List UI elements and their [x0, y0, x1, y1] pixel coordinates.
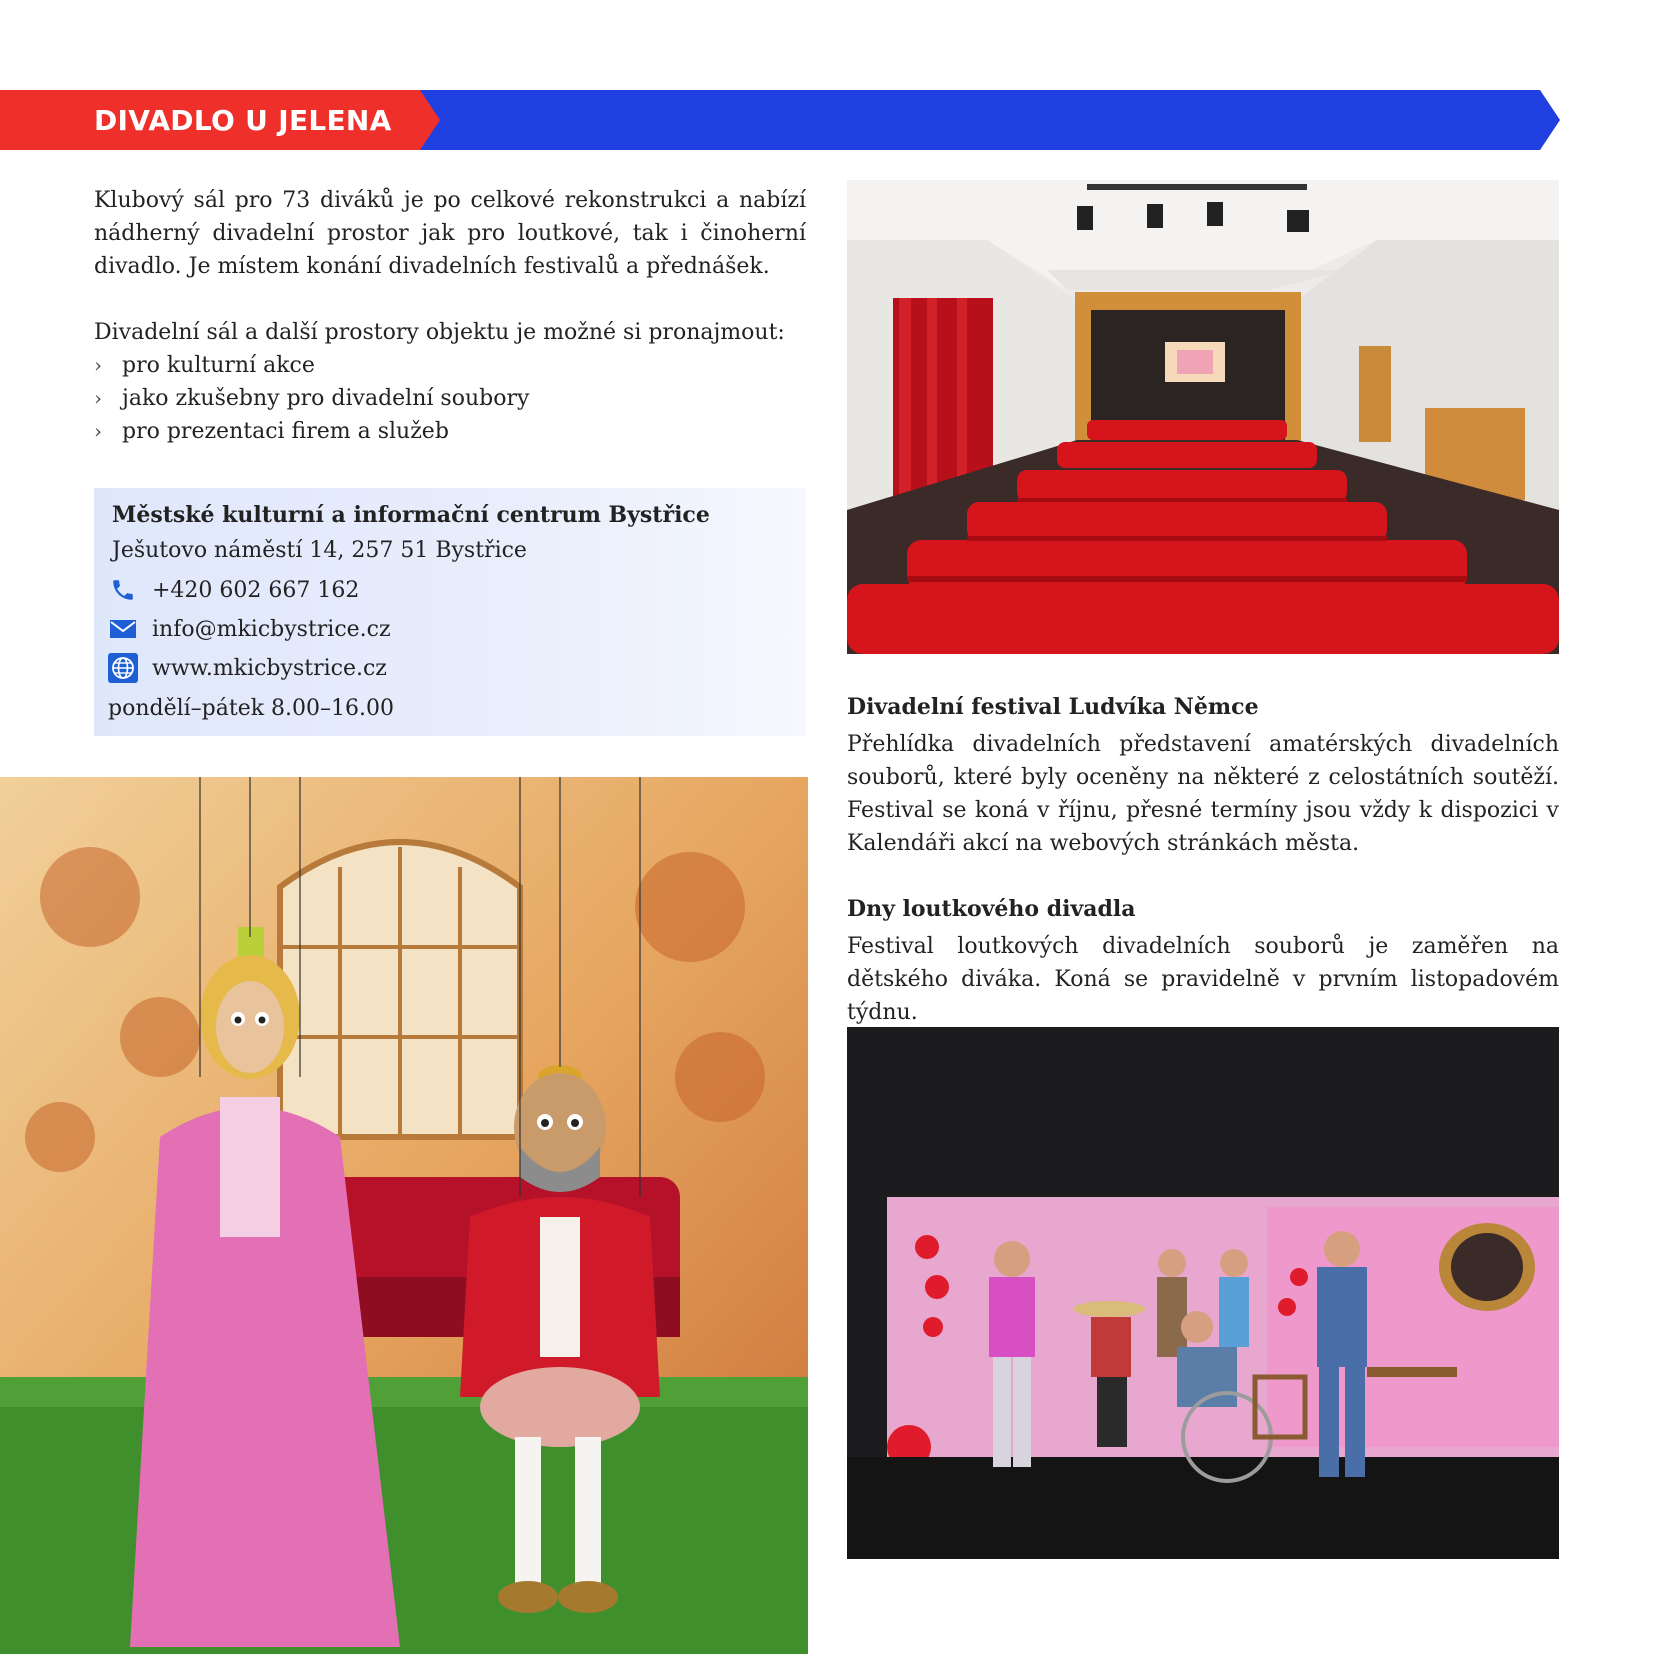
- puppet-days-heading: Dny loutkového divadla: [847, 896, 1136, 922]
- contact-box: [94, 488, 806, 736]
- globe-icon: [108, 653, 138, 683]
- rent-heading: Divadelní sál a další prostory objektu je možné si pronajmout:: [94, 320, 785, 345]
- contact-name: Městské kulturní a informační centrum Bystřice: [112, 502, 710, 528]
- festival-heading: Divadelní festival Ludvíka Němce: [847, 694, 1259, 720]
- contact-phone[interactable]: +420 602 667 162: [152, 577, 360, 603]
- contact-address: Ješutovo náměstí 14, 257 51 Bystřice: [112, 538, 527, 563]
- list-item: › jako zkušebny pro divadelní soubory: [94, 382, 529, 415]
- mail-icon: [108, 614, 138, 644]
- contact-phone-row[interactable]: [108, 574, 359, 606]
- list-item: › pro kulturní akce: [94, 349, 529, 382]
- contact-web-row[interactable]: [108, 652, 387, 684]
- festival-paragraph: Přehlídka divadelních představení amatérských divadelních souborů, které byly oceněny na některé z celostátních soutěží. Festival se koná v říjnu, přesné termíny jsou vždy k dispozici v Kalendáři akcí na webových stránkách města.: [847, 732, 1559, 856]
- puppet-days-paragraph: Festival loutkových divadelních souborů je zaměřen na dětského diváka. Koná se pravidelně v prvním listopadovém týdnu.: [847, 934, 1559, 1025]
- phone-icon: [108, 575, 138, 605]
- puppets-photo: [0, 777, 808, 1654]
- contact-email-row[interactable]: [108, 613, 391, 645]
- theatre-hall-photo: [847, 180, 1559, 654]
- chevron-right-icon: ›: [94, 353, 102, 377]
- intro-paragraph: Klubový sál pro 73 diváků je po celkové rekonstrukci a nabízí nádherný divadelní prostor jak pro loutkové, tak i činoherní divadlo. Je místem konání divadelních festivalů a přednášek.: [94, 188, 806, 279]
- header-banner-blue: [410, 90, 1560, 150]
- contact-web[interactable]: www.mkicbystrice.cz: [152, 655, 387, 681]
- chevron-right-icon: ›: [94, 386, 102, 410]
- page-title: DIVADLO U JELENA: [94, 104, 392, 137]
- list-item: › pro prezentaci firem a služeb: [94, 415, 529, 448]
- contact-hours: pondělí–pátek 8.00–16.00: [108, 696, 395, 721]
- stage-performance-photo: [847, 1027, 1559, 1559]
- contact-email[interactable]: info@mkicbystrice.cz: [152, 616, 391, 642]
- rent-list: [94, 349, 529, 448]
- chevron-right-icon: ›: [94, 419, 102, 443]
